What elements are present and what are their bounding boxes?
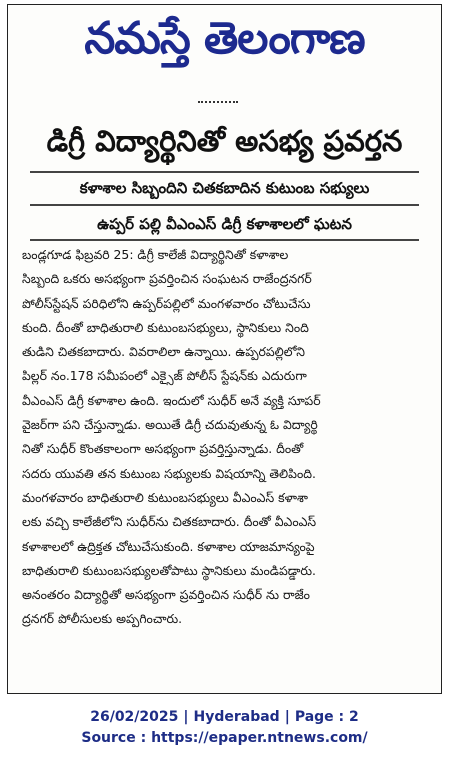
article-body-line: బాధితురాలి కుటుంబసభ్యులతోపాటు స్థానికులు మండిపడ్డారు. bbox=[22, 562, 316, 578]
divider-line bbox=[30, 204, 419, 206]
separator: | bbox=[183, 709, 189, 725]
article-body-line: వైజర్‌గా పని చేస్తున్నాడు. అయితే డిగ్రీ చదువుతున్న ఓ విద్యార్థి bbox=[22, 417, 318, 433]
article-body-line: పోలీస్‌స్టేషన్ పరిధిలోని ఉప్పర్‌పల్లిలో మంగళవారం చోటుచేసు bbox=[22, 295, 311, 311]
newspaper-masthead: నమస్తే తెలంగాణ bbox=[84, 13, 365, 64]
article-body-line: మంగళవారం బాధితురాలి కుటుంబసభ్యులు వీఎంఎస్ కళాశా bbox=[22, 489, 308, 505]
edition-date: 26/02/2025 bbox=[90, 709, 179, 725]
edition-info bbox=[0, 707, 449, 727]
article-body-line: కుంది. దీంతో బాధితురాలి కుటుంబసభ్యులు, స్థానికులు నింది bbox=[22, 319, 309, 335]
article-body-line: బండ్లగూడ ఫిబ్రవరి 25: డిగ్రీ కాలేజీ విద్యార్థినితో కళాశాల bbox=[22, 247, 289, 262]
article-body-line: నితో సుధీర్ కొంతకాలంగా అసభ్యంగా ప్రవర్తిస్తున్నాడు. దీంతో bbox=[22, 441, 304, 457]
article-body-line: సిబ్బంది ఒకరు అసభ్యంగా ప్రవర్తించిన సంఘటన రాజేంద్రనగర్ bbox=[22, 271, 312, 287]
edition-city: Hyderabad bbox=[193, 709, 280, 725]
decorative-divider bbox=[198, 101, 238, 107]
article-body-line: సదరు యువతి తన కుటుంబ సభ్యులకు విషయాన్ని తెలిపింది. bbox=[22, 465, 316, 481]
article-body-line: ద్రనగర్ పోలీసులకు అప్పగించారు. bbox=[22, 611, 183, 627]
edition-page: Page : 2 bbox=[294, 709, 359, 725]
article-body-line: లకు వచ్చి కాలేజీలోని సుధీర్‌ను చితకబాదారు. దీంతో వీఎంఎస్ bbox=[22, 514, 317, 530]
divider-line bbox=[30, 171, 419, 173]
article-body-line: తుడిని చితకబాదారు. వివరాలిలా ఉన్నాయి. ఉప్పరపల్లిలోని bbox=[22, 344, 305, 360]
source-link[interactable]: Source : https://epaper.ntnews.com/ bbox=[81, 730, 368, 746]
article-body-line: వీఎంఎస్ డిగ్రీ కళాశాల ఉంది. ఇందులో సుధీర్ అనే వ్యక్తి సూపర్ bbox=[22, 392, 321, 408]
separator: | bbox=[284, 709, 290, 725]
article-headline: డిగ్రీ విద్యార్థినితో అసభ్య ప్రవర్తన bbox=[46, 124, 403, 158]
article-subhead-2: ఉప్పర్ పల్లి వీఎంఎస్ డిగ్రీ కళాశాలలో ఘటన bbox=[97, 215, 352, 233]
article-body-line: పిల్లర్ నం.178 సమీపంలో ఎక్సైజ్ పోలీస్ స్టేషన్‌కు ఎదురుగా bbox=[22, 368, 307, 384]
article-clipping bbox=[7, 4, 442, 694]
article-body-line: కళాశాలలో ఉద్రిక్తత చోటుచేసుకుంది. కళాశాల యాజమాన్యంపై bbox=[22, 538, 315, 554]
divider-line bbox=[30, 239, 419, 241]
article-subhead-1: కళాశాల సిబ్బందిని చితకబాదిన కుటుంబ సభ్యులు bbox=[79, 179, 370, 197]
article-body-line: అనంతరం విద్యార్థితో అసభ్యంగా ప్రవర్తించిన సుధీర్ ను రాజేం bbox=[22, 587, 310, 603]
article-body bbox=[22, 243, 431, 632]
